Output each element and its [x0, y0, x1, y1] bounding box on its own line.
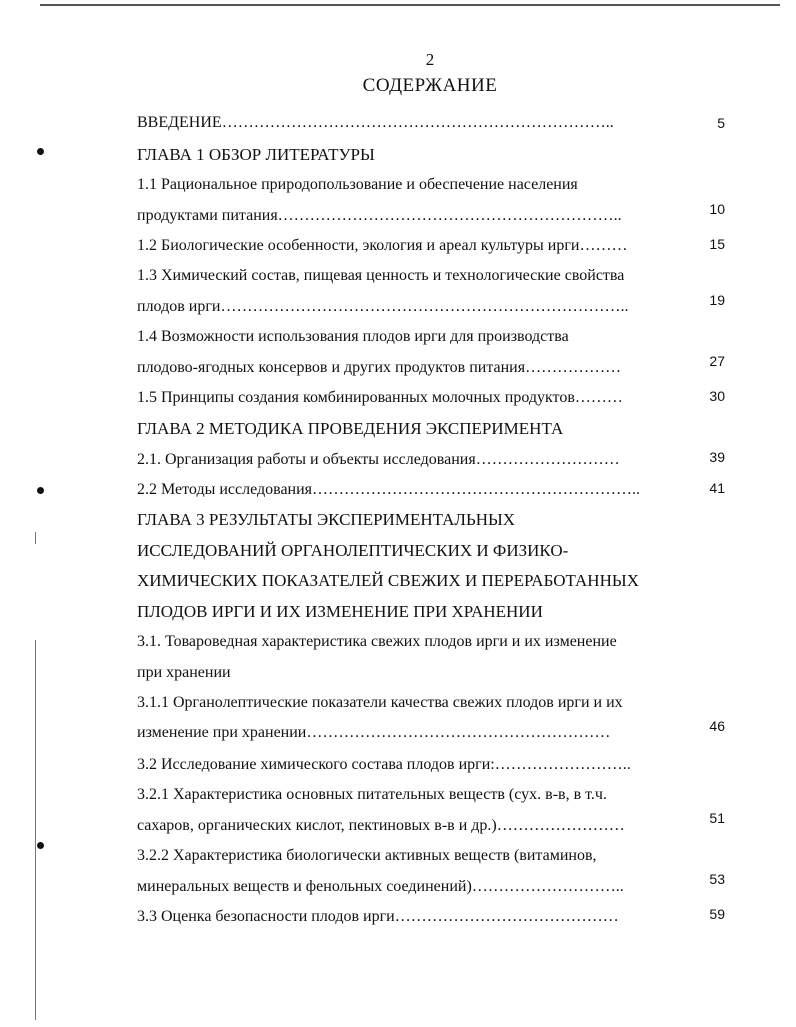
page-number: 2: [425, 50, 435, 69]
toc-line: 3.1.1 Органолептические показатели качества свежих плодов ирги и их: [137, 694, 623, 711]
toc-page-number: 51: [709, 810, 725, 826]
toc-line: 3.3 Оценка безопасности плодов ирги……………………………………: [137, 908, 619, 925]
toc-line: 3.2.1 Характеристика основных питательных веществ (сух. в-в, в т.ч.: [137, 786, 607, 803]
toc-line: 1.4 Возможности использования плодов ирги для производства: [137, 328, 569, 345]
page-title: СОДЕРЖАНИЕ: [362, 75, 498, 96]
toc-page-number: 46: [709, 718, 725, 734]
toc-line: ВВЕДЕНИЕ………………………………………………………………..: [137, 114, 614, 131]
toc-line: 2.1. Организация работы и объекты исследования………………………: [137, 451, 620, 468]
toc-line: при хранении: [137, 664, 231, 681]
toc-line: 3.2 Исследование химического состава плодов ирги:……………………..: [137, 756, 631, 773]
toc-page-number: 10: [709, 201, 725, 217]
toc-page-number: 53: [709, 871, 725, 887]
top-border-line: [40, 4, 780, 6]
toc-line: изменение при хранении…………………………………………………: [137, 724, 611, 741]
chapter-heading: ХИМИЧЕСКИХ ПОКАЗАТЕЛЕЙ СВЕЖИХ И ПЕРЕРАБОТАННЫХ: [137, 571, 639, 590]
margin-line: [35, 640, 36, 1020]
toc-page-number: 41: [709, 480, 725, 496]
chapter-heading: ПЛОДОВ ИРГИ И ИХ ИЗМЕНЕНИЕ ПРИ ХРАНЕНИИ: [137, 602, 543, 621]
margin-bullet-mark: [37, 487, 44, 494]
toc-page-number: 30: [709, 388, 725, 404]
chapter-heading: ГЛАВА 1 ОБЗОР ЛИТЕРАТУРЫ: [137, 145, 375, 164]
margin-line: [35, 532, 36, 544]
chapter-heading: ИССЛЕДОВАНИЙ ОРГАНОЛЕПТИЧЕСКИХ И ФИЗИКО-: [137, 541, 569, 560]
toc-page-number: 5: [717, 115, 725, 131]
toc-line: 1.2 Биологические особенности, экология и ареал культуры ирги………: [137, 237, 628, 254]
toc-line: 1.5 Принципы создания комбинированных молочных продуктов………: [137, 389, 623, 406]
chapter-heading: ГЛАВА 2 МЕТОДИКА ПРОВЕДЕНИЯ ЭКСПЕРИМЕНТА: [137, 419, 564, 438]
toc-line: 2.2 Методы исследования……………………………………………………..: [137, 481, 641, 498]
toc-page-number: 39: [709, 449, 725, 465]
toc-line: продуктами питания………………………………………………………..: [137, 207, 622, 224]
toc-page-number: 27: [709, 353, 725, 369]
toc-line: сахаров, органических кислот, пектиновых в-в и др.)……………………: [137, 817, 625, 834]
toc-page-number: 59: [709, 906, 725, 922]
toc-line: 3.1. Товароведная характеристика свежих плодов ирги и их изменение: [137, 633, 617, 650]
toc-line: минеральных веществ и фенольных соединений)………………………..: [137, 878, 624, 895]
toc-line: плодов ирги…………………………………………………………………..: [137, 298, 629, 315]
chapter-heading: ГЛАВА 3 РЕЗУЛЬТАТЫ ЭКСПЕРИМЕНТАЛЬНЫХ: [137, 510, 516, 529]
toc-line: плодово-ягодных консервов и других продуктов питания………………: [137, 359, 622, 376]
toc-page-number: 19: [709, 292, 725, 308]
margin-bullet-mark: [37, 148, 44, 155]
toc-page-number: 15: [709, 236, 725, 252]
toc-line: 1.3 Химический состав, пищевая ценность и технологические свойства: [137, 267, 625, 284]
toc-line: 3.2.2 Характеристика биологически активных веществ (витаминов,: [137, 847, 597, 864]
margin-bullet-mark: [37, 842, 44, 849]
toc-line: 1.1 Рациональное природопользование и обеспечение населения: [137, 176, 578, 193]
